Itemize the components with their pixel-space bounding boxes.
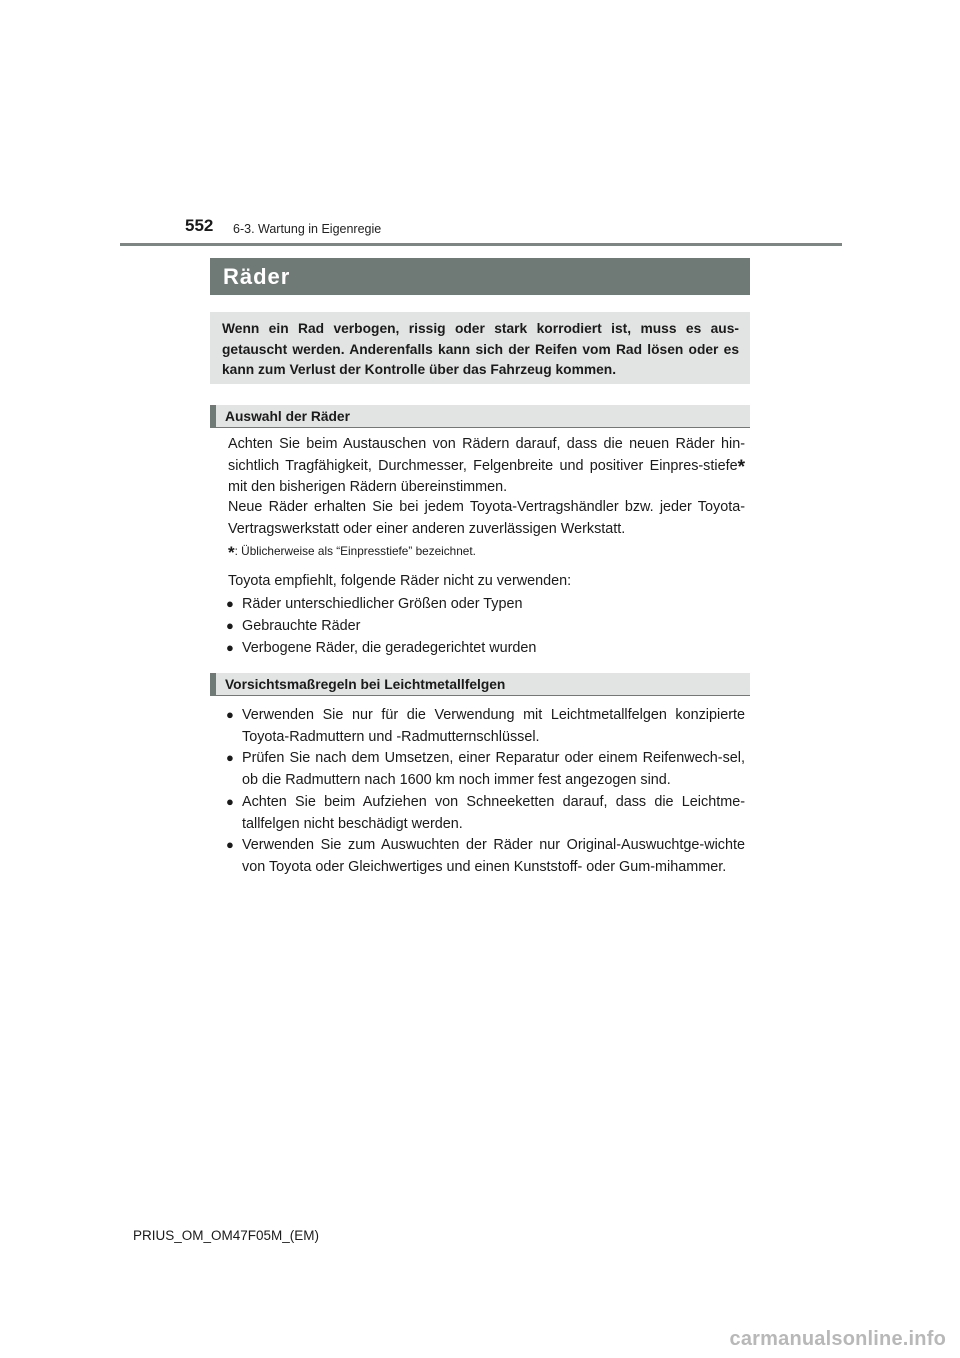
page-title: Räder [210, 258, 750, 295]
bullet-icon: ● [226, 794, 234, 809]
footnote-marker: * [228, 543, 235, 562]
intro-warning-box: Wenn ein Rad verbogen, rissig oder stark korrodiert ist, muss es aus-getauscht werden. Anderenfalls kann sich der Reifen vom Rad lösen oder es kann zum Verlust der Kontrolle über das Fahrzeug kommen. [210, 312, 750, 384]
section-heading-wheel-selection: Auswahl der Räder [210, 405, 750, 428]
list-item: ● Verwenden Sie zum Auswuchten der Räder nur Original-Auswuchtge-wichte von Toyota oder Gleichwertiges und einen Kunststoff- oder Gum-mihammer. [228, 834, 745, 878]
list-item: ● Gebrauchte Räder [228, 615, 745, 637]
dealer-paragraph: Neue Räder erhalten Sie bei jedem Toyota-Vertragshändler bzw. jeder Toyota-Vertragswerkstatt oder einer anderen zuverlässigen Werkstatt. [228, 499, 745, 537]
section-heading-alloy-precautions: Vorsichtsmaßregeln bei Leichtmetallfelgen [210, 673, 750, 696]
list-item: ● Prüfen Sie nach dem Umsetzen, einer Reparatur oder einem Reifenwech-sel, ob die Radmuttern nach 1600 km noch immer fest angezogen sind. [228, 747, 745, 791]
footnote-marker: * [737, 456, 745, 478]
list-item: ● Verbogene Räder, die geradegerichtet wurden [228, 637, 745, 659]
footnote-text: : Üblicherweise als “Einpresstiefe” bezeichnet. [234, 544, 476, 558]
bullet-icon: ● [226, 596, 234, 611]
paragraph-text: Achten Sie beim Austauschen von Rädern darauf, dass die neuen Räder hin-sichtlich Tragfähigkeit, Durchmesser, Felgenbreite und positiver Einpres-stiefe [228, 436, 745, 474]
recommendation-paragraph: Toyota empfiehlt, folgende Räder nicht zu verwenden: [228, 573, 572, 589]
bullet-icon: ● [226, 640, 234, 655]
wheel-selection-paragraph [228, 434, 745, 499]
bullet-icon: ● [226, 750, 234, 765]
list-item: ● Verwenden Sie nur für die Verwendung mit Leichtmetallfelgen konzipierte Toyota-Radmuttern und -Radmutternschlüssel. [228, 704, 745, 748]
footnote [228, 543, 476, 562]
document-code: PRIUS_OM_OM47F05M_(EM) [133, 1228, 320, 1243]
bullet-icon: ● [226, 837, 234, 852]
list-item: ● Räder unterschiedlicher Größen oder Typen [228, 593, 745, 615]
header-divider [120, 243, 842, 246]
section-reference: 6-3. Wartung in Eigenregie [233, 222, 382, 236]
paragraph-text-end: mit den bisherigen Rädern übereinstimmen. [228, 479, 508, 495]
list-item: ● Achten Sie beim Aufziehen von Schneeketten darauf, dass die Leichtme-tallfelgen nicht beschädigt werden. [228, 791, 745, 835]
watermark: carmanualsonline.info [729, 1328, 946, 1350]
page-number: 552 [185, 216, 214, 235]
bullet-icon: ● [226, 707, 234, 722]
bullet-icon: ● [226, 618, 234, 633]
